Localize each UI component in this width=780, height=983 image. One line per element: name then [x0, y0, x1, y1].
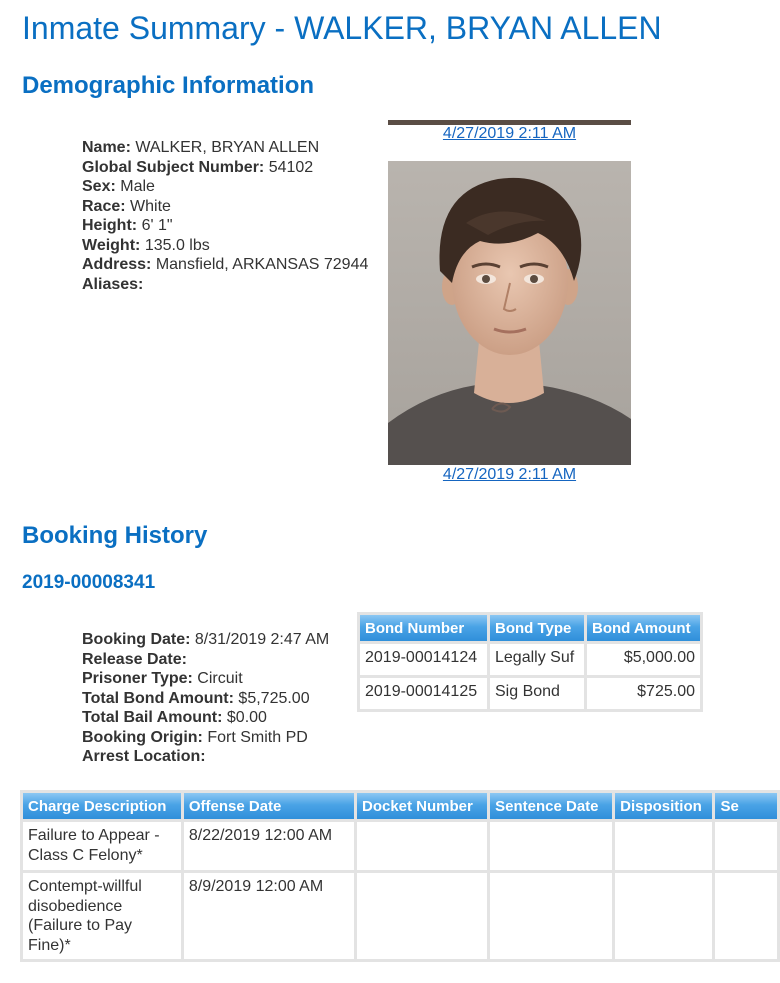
booking-origin-row — [82, 728, 329, 748]
sentence-date-header[interactable]: Sentence Date — [490, 793, 612, 819]
field-label: Total Bail Amount: — [82, 709, 223, 726]
field-label: Booking Date: — [82, 631, 191, 648]
field-label: Height: — [82, 217, 138, 234]
portrait-image — [388, 161, 631, 465]
aliases-row — [82, 275, 368, 295]
bond-table — [357, 612, 703, 712]
charges-header-row — [23, 793, 777, 819]
total-bond-row — [82, 689, 329, 709]
booking-history-heading: Booking History — [22, 522, 208, 549]
demographic-heading: Demographic Information — [22, 72, 315, 99]
disposition-cell — [615, 822, 712, 870]
charge-description-cell: Failure to Appear - Class C Felony* — [23, 822, 181, 870]
sex-row — [82, 177, 368, 197]
booking-info — [82, 630, 329, 767]
field-label: Arrest Location: — [82, 748, 206, 765]
sentence-date-cell — [490, 822, 612, 870]
table-row — [360, 644, 700, 675]
docket-number-header[interactable]: Docket Number — [357, 793, 487, 819]
booking-date-value: 8/31/2019 2:47 AM — [194, 631, 330, 648]
sentence-header[interactable]: Se — [715, 793, 777, 819]
inmate-photo[interactable] — [388, 161, 631, 465]
height-value: 6' 1" — [141, 217, 173, 234]
charge-description-header[interactable]: Charge Description — [23, 793, 181, 819]
race-row — [82, 197, 368, 217]
prisoner-type-row — [82, 669, 329, 689]
field-label: Global Subject Number: — [82, 158, 265, 176]
photo-date-link[interactable]: 4/27/2019 2:11 AM — [442, 125, 577, 142]
bond-header-row — [360, 615, 700, 641]
booking-date-row — [82, 630, 329, 650]
table-row — [23, 822, 777, 870]
booking-origin-value: Fort Smith PD — [207, 728, 308, 746]
bond-type-header[interactable]: Bond Type — [490, 615, 584, 641]
bond-amount-cell: $725.00 — [587, 678, 700, 709]
disposition-cell — [615, 873, 712, 959]
weight-value: 135.0 lbs — [144, 236, 210, 254]
bond-number-header[interactable]: Bond Number — [360, 615, 487, 641]
bond-amount-header[interactable]: Bond Amount — [587, 615, 700, 641]
sentence-cell — [715, 822, 777, 870]
total-bond-value: $5,725.00 — [238, 689, 310, 707]
bond-type-cell: Legally Suf — [490, 644, 584, 675]
subject-number-value: 54102 — [268, 158, 314, 176]
demographic-info — [82, 138, 368, 294]
table-row — [23, 873, 777, 959]
address-row — [82, 255, 368, 275]
name-value: WALKER, BRYAN ALLEN — [135, 139, 320, 156]
docket-number-cell — [357, 873, 487, 959]
release-date-row — [82, 650, 329, 670]
disposition-header[interactable]: Disposition — [615, 793, 712, 819]
name-row — [82, 138, 368, 158]
field-label: Address: — [82, 256, 152, 273]
table-row — [360, 678, 700, 709]
offense-date-cell: 8/9/2019 12:00 AM — [184, 873, 354, 959]
total-bail-row — [82, 708, 329, 728]
field-label: Weight: — [82, 236, 141, 254]
bond-number-cell: 2019-00014124 — [360, 644, 487, 675]
address-value: Mansfield, ARKANSAS 72944 — [155, 256, 369, 273]
bond-type-cell: Sig Bond — [490, 678, 584, 709]
field-label: Aliases: — [82, 275, 144, 293]
subject-number-row — [82, 158, 368, 178]
height-row — [82, 216, 368, 236]
field-label: Sex: — [82, 178, 116, 195]
offense-date-header[interactable]: Offense Date — [184, 793, 354, 819]
total-bail-value: $0.00 — [226, 709, 267, 726]
field-label: Release Date: — [82, 650, 187, 668]
sentence-cell — [715, 873, 777, 959]
offense-date-cell: 8/22/2019 12:00 AM — [184, 822, 354, 870]
prisoner-type-value: Circuit — [197, 670, 243, 687]
charge-description-cell: Contempt-willful disobedience (Failure to Pay Fine)* — [23, 873, 181, 959]
charges-table — [20, 790, 780, 962]
docket-number-cell — [357, 822, 487, 870]
bond-amount-cell: $5,000.00 — [587, 644, 700, 675]
weight-row — [82, 236, 368, 256]
field-label: Name: — [82, 139, 131, 156]
sentence-date-cell — [490, 873, 612, 959]
field-label: Prisoner Type: — [82, 670, 193, 687]
field-label: Race: — [82, 197, 126, 215]
booking-number: 2019-00008341 — [22, 572, 156, 593]
field-label: Booking Origin: — [82, 728, 203, 746]
sex-value: Male — [120, 178, 155, 195]
field-label: Total Bond Amount: — [82, 689, 234, 707]
arrest-location-row — [82, 747, 329, 767]
bond-number-cell: 2019-00014125 — [360, 678, 487, 709]
photo-date-link[interactable]: 4/27/2019 2:11 AM — [442, 466, 577, 483]
page-title: Inmate Summary - WALKER, BRYAN ALLEN — [22, 10, 662, 46]
race-value: White — [130, 197, 171, 215]
charges-table-viewport[interactable] — [20, 790, 739, 983]
